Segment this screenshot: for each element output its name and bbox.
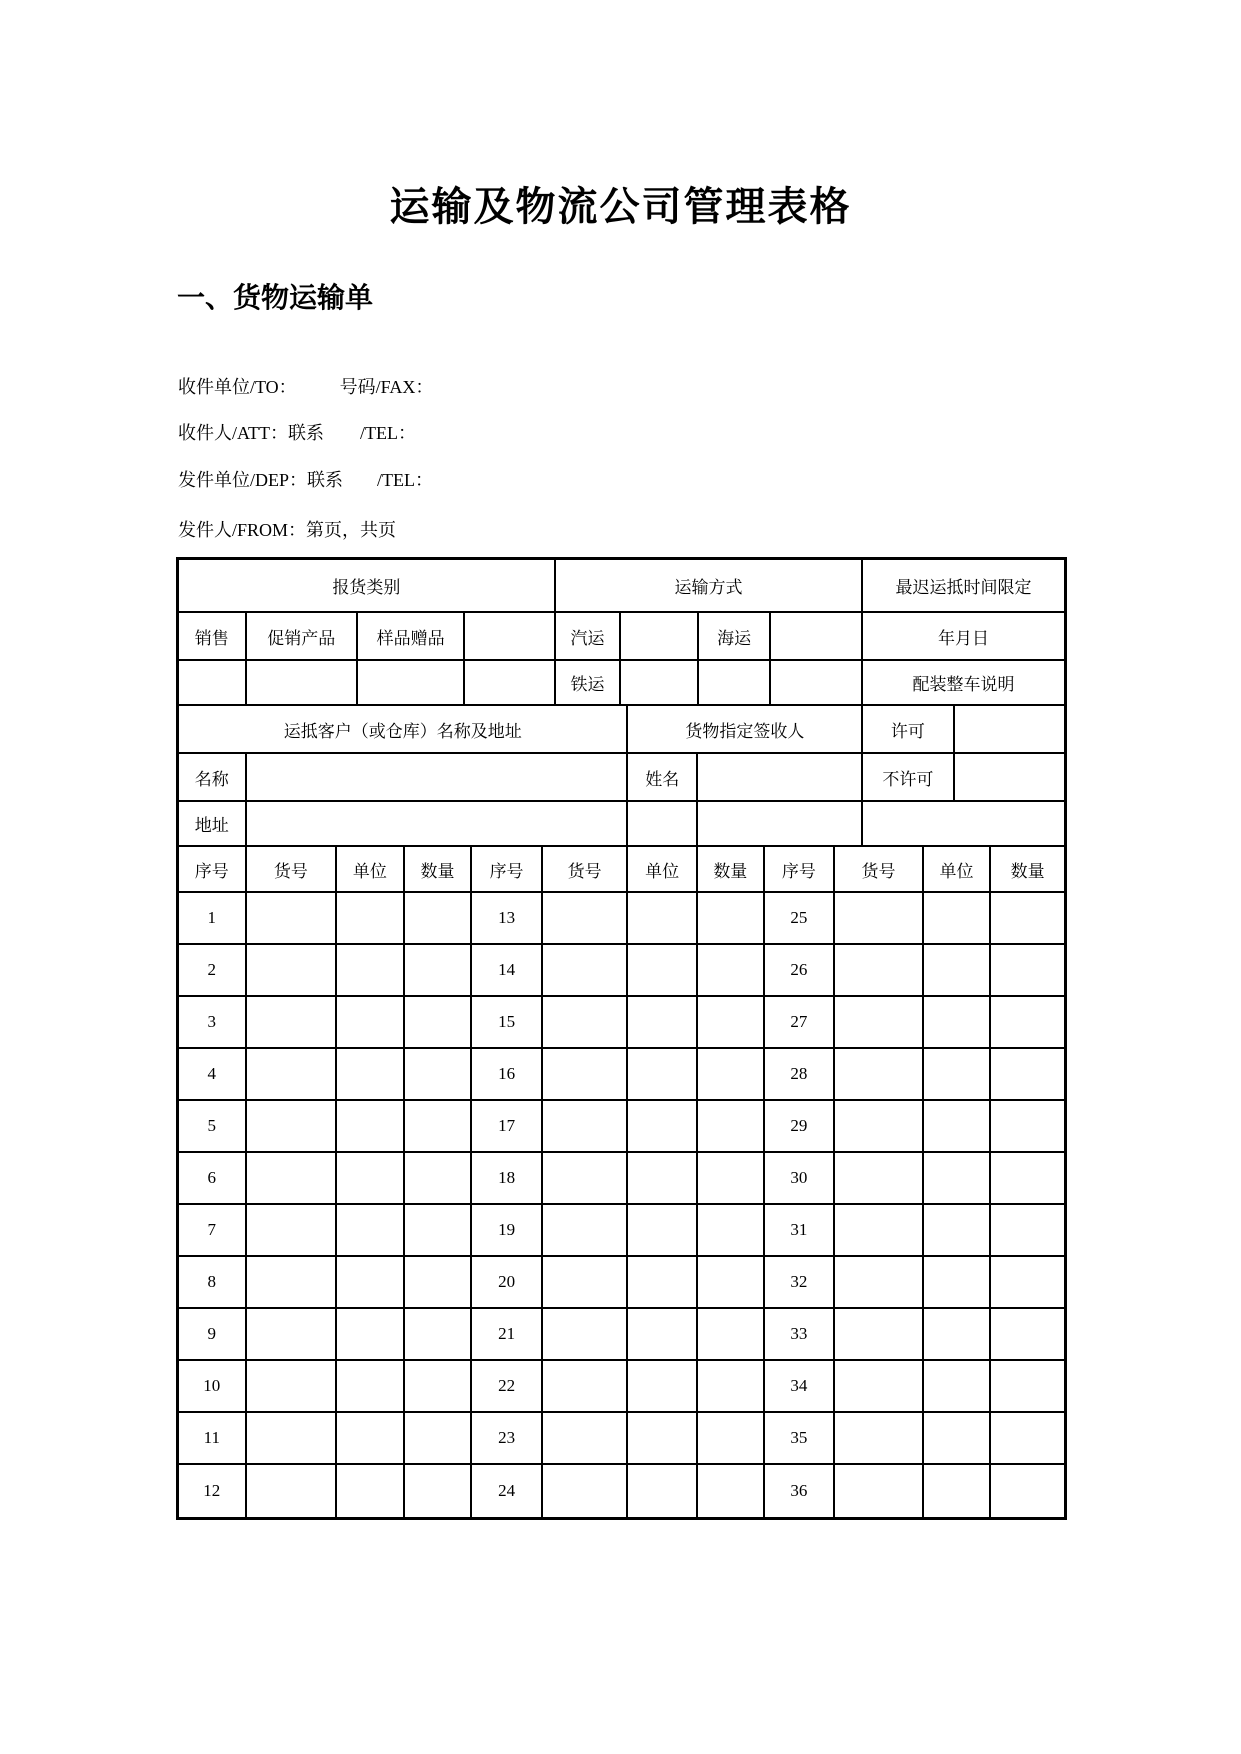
empty-cell [628, 1309, 698, 1359]
header-line-recipient-person [178, 421, 416, 445]
serial-header-cell: 序号 [472, 847, 543, 891]
table-row [179, 661, 1064, 706]
arrival-deadline-header-cell: 最迟运抵时间限定 [895, 578, 1032, 597]
serial-number-cell: 9 [179, 1309, 247, 1359]
empty-cell [337, 1413, 405, 1463]
table-row [179, 560, 1064, 613]
empty-cell [337, 945, 405, 995]
empty-cell [924, 1153, 992, 1203]
empty-cell [924, 1361, 992, 1411]
empty-cell [543, 1101, 628, 1151]
empty-cell [991, 1257, 1064, 1307]
empty-cell [247, 1257, 337, 1307]
document-title: 运输及物流公司管理表格 [389, 184, 852, 229]
serial-number-cell: 22 [472, 1361, 543, 1411]
signee-name-label-cell: 姓名 [628, 754, 698, 800]
permit-cell: 许可 [863, 706, 955, 752]
serial-number-cell: 23 [472, 1413, 543, 1463]
empty-cell [698, 1413, 765, 1463]
serial-number-cell: 7 [179, 1205, 247, 1255]
date-cell: 年月日 [937, 628, 989, 648]
empty-cell [924, 997, 992, 1047]
empty-cell [465, 661, 555, 704]
empty-cell [543, 1257, 628, 1307]
empty-cell [924, 945, 992, 995]
empty-cell [991, 1465, 1064, 1517]
serial-number-cell: 26 [765, 945, 836, 995]
empty-cell [991, 1049, 1064, 1099]
rail-transport-cell: 铁运 [556, 661, 622, 704]
qty-header-cell: 数量 [698, 847, 765, 891]
serial-number-cell: 18 [472, 1153, 543, 1203]
empty-cell [698, 1153, 765, 1203]
item-no-header-cell: 货号 [543, 847, 628, 891]
empty-cell [337, 1153, 405, 1203]
empty-cell [247, 1101, 337, 1151]
promo-product-cell: 促销产品 [247, 613, 358, 659]
serial-number-cell: 30 [765, 1153, 836, 1203]
serial-number-cell: 34 [765, 1361, 836, 1411]
empty-cell [543, 1465, 628, 1517]
serial-number-cell: 33 [765, 1309, 836, 1359]
unit-header-cell: 单位 [628, 847, 698, 891]
empty-cell [924, 893, 992, 943]
goods-grid [179, 893, 1064, 1517]
goods-row [179, 1413, 1064, 1465]
empty-cell [247, 754, 629, 800]
empty-cell [698, 1205, 765, 1255]
empty-cell [405, 1465, 473, 1517]
serial-number-cell: 12 [179, 1465, 247, 1517]
serial-number-cell: 14 [472, 945, 543, 995]
empty-cell [924, 1101, 992, 1151]
goods-row [179, 1049, 1064, 1101]
empty-cell [991, 1361, 1064, 1411]
empty-cell [621, 613, 699, 659]
empty-cell [247, 945, 337, 995]
goods-row [179, 1257, 1064, 1309]
empty-cell [698, 893, 765, 943]
serial-number-cell: 10 [179, 1361, 247, 1411]
empty-cell [621, 661, 699, 704]
empty-cell [628, 1465, 698, 1517]
no-permit-cell: 不许可 [863, 754, 955, 800]
address-label-cell: 地址 [179, 802, 247, 845]
empty-cell [179, 661, 247, 704]
empty-cell [358, 661, 465, 704]
empty-cell [698, 802, 863, 845]
destination-header-cell: 运抵客户（或仓库）名称及地址 [179, 706, 628, 752]
empty-cell [698, 1049, 765, 1099]
empty-cell [337, 997, 405, 1047]
empty-cell [405, 1101, 473, 1151]
empty-cell [835, 1205, 924, 1255]
serial-number-cell: 8 [179, 1257, 247, 1307]
empty-cell [247, 1361, 337, 1411]
empty-cell [835, 1309, 924, 1359]
recipient-unit-label: 收件单位/TO： [178, 377, 297, 397]
empty-cell [835, 1049, 924, 1099]
table-row [179, 706, 1064, 754]
unit-header-cell: 单位 [924, 847, 992, 891]
empty-cell [924, 1205, 992, 1255]
serial-number-cell: 6 [179, 1153, 247, 1203]
cargo-transport-table [176, 557, 1067, 1520]
empty-cell [835, 1361, 924, 1411]
recipient-tel-label: /TEL： [360, 423, 416, 443]
empty-cell [247, 1205, 337, 1255]
unit-header-cell: 单位 [337, 847, 405, 891]
recipient-person-label: 收件人/ATT：联系 [178, 423, 324, 443]
empty-cell [835, 945, 924, 995]
road-transport-cell: 汽运 [556, 613, 622, 659]
empty-cell [955, 706, 1064, 752]
goods-row [179, 945, 1064, 997]
empty-cell [543, 1049, 628, 1099]
empty-cell [405, 893, 473, 943]
empty-cell [247, 1413, 337, 1463]
empty-cell [337, 1049, 405, 1099]
empty-cell [835, 1257, 924, 1307]
serial-number-cell: 4 [179, 1049, 247, 1099]
sender-from-label: 发件人/FROM：第页，共页 [178, 520, 397, 540]
empty-cell [991, 1153, 1064, 1203]
empty-cell [247, 1465, 337, 1517]
empty-cell [955, 754, 1064, 800]
empty-cell [835, 997, 924, 1047]
empty-cell [991, 997, 1064, 1047]
serial-header-cell: 序号 [765, 847, 836, 891]
serial-number-cell: 31 [765, 1205, 836, 1255]
name-label-cell: 名称 [179, 754, 247, 800]
empty-cell [835, 1465, 924, 1517]
empty-cell [628, 802, 698, 845]
empty-cell [628, 1049, 698, 1099]
empty-cell [543, 1205, 628, 1255]
empty-cell [628, 1153, 698, 1203]
empty-cell [698, 754, 863, 800]
empty-cell [247, 893, 337, 943]
sales-cell: 销售 [179, 613, 247, 659]
empty-cell [405, 1205, 473, 1255]
empty-cell [924, 1465, 992, 1517]
empty-cell [337, 1361, 405, 1411]
empty-cell [698, 997, 765, 1047]
empty-cell [698, 1361, 765, 1411]
serial-number-cell: 13 [472, 893, 543, 943]
empty-cell [543, 945, 628, 995]
serial-number-cell: 11 [179, 1413, 247, 1463]
serial-number-cell: 2 [179, 945, 247, 995]
empty-cell [991, 1101, 1064, 1151]
serial-number-cell: 17 [472, 1101, 543, 1151]
serial-number-cell: 25 [765, 893, 836, 943]
empty-cell [991, 1205, 1064, 1255]
empty-cell [247, 661, 358, 704]
empty-cell [337, 1257, 405, 1307]
empty-cell [543, 1413, 628, 1463]
empty-cell [698, 1257, 765, 1307]
empty-cell [924, 1257, 992, 1307]
empty-cell [924, 1309, 992, 1359]
serial-number-cell: 15 [472, 997, 543, 1047]
sea-transport-cell: 海运 [699, 613, 772, 659]
transport-mode-header-cell: 运输方式 [556, 560, 863, 611]
table-row [179, 802, 1064, 847]
empty-cell [543, 1153, 628, 1203]
empty-cell [835, 1153, 924, 1203]
goods-row [179, 1361, 1064, 1413]
empty-cell [835, 893, 924, 943]
goods-row [179, 1205, 1064, 1257]
empty-cell [835, 1101, 924, 1151]
empty-cell [698, 1309, 765, 1359]
item-no-header-cell: 货号 [247, 847, 337, 891]
empty-cell [247, 1309, 337, 1359]
empty-cell [543, 893, 628, 943]
empty-cell [337, 1465, 405, 1517]
serial-number-cell: 36 [765, 1465, 836, 1517]
empty-cell [405, 945, 473, 995]
goods-row [179, 1153, 1064, 1205]
table-row [179, 754, 1064, 802]
empty-cell [991, 1413, 1064, 1463]
item-no-header-cell: 货号 [835, 847, 924, 891]
serial-number-cell: 28 [765, 1049, 836, 1099]
empty-cell [337, 893, 405, 943]
empty-cell [698, 945, 765, 995]
empty-cell [628, 1361, 698, 1411]
serial-number-cell: 32 [765, 1257, 836, 1307]
empty-cell [771, 661, 863, 704]
qty-header-cell: 数量 [405, 847, 473, 891]
sender-tel-label: /TEL： [377, 470, 434, 490]
empty-cell [924, 1413, 992, 1463]
full-truck-note-cell: 配装整车说明 [912, 675, 1015, 694]
category-header-cell: 报货类别 [179, 560, 556, 611]
empty-cell [628, 945, 698, 995]
table-column-header-row [179, 847, 1064, 893]
empty-cell [247, 1153, 337, 1203]
sender-unit-label: 发件单位/DEP：联系 [178, 470, 344, 490]
table-row [179, 613, 1064, 661]
section-heading: 一、货物运输单 [177, 283, 374, 314]
serial-number-cell: 29 [765, 1101, 836, 1151]
goods-row [179, 1465, 1064, 1517]
empty-cell [699, 661, 772, 704]
empty-cell [628, 893, 698, 943]
serial-number-cell: 24 [472, 1465, 543, 1517]
empty-cell [337, 1309, 405, 1359]
header-line-recipient-unit [178, 375, 433, 399]
empty-cell [337, 1205, 405, 1255]
serial-number-cell: 3 [179, 997, 247, 1047]
serial-number-cell: 16 [472, 1049, 543, 1099]
empty-cell [405, 997, 473, 1047]
qty-header-cell: 数量 [1010, 861, 1045, 881]
empty-cell [628, 1205, 698, 1255]
empty-cell [405, 1257, 473, 1307]
header-line-sender-unit [178, 468, 433, 492]
empty-cell [543, 1361, 628, 1411]
sample-gift-cell: 样品赠品 [358, 613, 465, 659]
empty-cell [405, 1049, 473, 1099]
empty-cell [991, 1309, 1064, 1359]
consignee-header-cell: 货物指定签收人 [628, 706, 863, 752]
empty-cell [405, 1309, 473, 1359]
serial-number-cell: 1 [179, 893, 247, 943]
empty-cell [698, 1465, 765, 1517]
empty-cell [247, 802, 629, 845]
empty-cell [835, 1413, 924, 1463]
serial-number-cell: 20 [472, 1257, 543, 1307]
empty-cell [628, 1101, 698, 1151]
serial-number-cell: 5 [179, 1101, 247, 1151]
serial-number-cell: 19 [472, 1205, 543, 1255]
empty-cell [405, 1361, 473, 1411]
serial-number-cell: 27 [765, 997, 836, 1047]
header-line-sender-person [178, 518, 396, 542]
empty-cell [247, 1049, 337, 1099]
empty-cell [405, 1413, 473, 1463]
empty-cell [465, 613, 555, 659]
empty-cell [991, 945, 1064, 995]
empty-cell [405, 1153, 473, 1203]
empty-cell [628, 1413, 698, 1463]
empty-cell [247, 997, 337, 1047]
goods-row [179, 1309, 1064, 1361]
empty-cell [924, 1049, 992, 1099]
empty-cell [628, 1257, 698, 1307]
empty-cell [337, 1101, 405, 1151]
goods-row [179, 893, 1064, 945]
empty-cell [863, 802, 1064, 845]
empty-cell [543, 1309, 628, 1359]
empty-cell [543, 997, 628, 1047]
empty-cell [771, 613, 863, 659]
empty-cell [628, 997, 698, 1047]
goods-row [179, 997, 1064, 1049]
empty-cell [698, 1101, 765, 1151]
goods-row [179, 1101, 1064, 1153]
serial-header-cell: 序号 [179, 847, 247, 891]
serial-number-cell: 35 [765, 1413, 836, 1463]
serial-number-cell: 21 [472, 1309, 543, 1359]
fax-label: 号码/FAX： [339, 377, 434, 397]
empty-cell [991, 893, 1064, 943]
